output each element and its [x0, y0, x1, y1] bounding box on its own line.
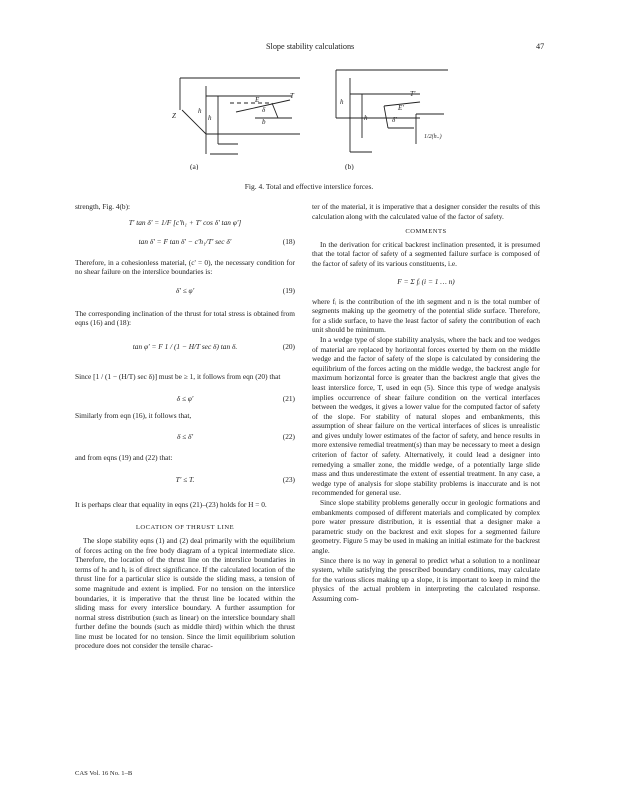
figure-caption: Fig. 4. Total and effective interslice forces. [244, 182, 374, 191]
equation-sum-text: F = Σ fᵢ (i = 1 … n) [397, 276, 455, 286]
label-delta-b: δ' [392, 116, 397, 124]
paragraph: Since slope stability problems generally occur in geologic formations and embankments composed of different materials and complicated by complex pore water pressure distribution, it is essential that a designer make a parametric study on the backrest and exit slopes for a segmented failure geometry. Figure 5 may be used in making an initial estimate for the backrest angle. [312, 498, 540, 555]
paragraph: The slope stability eqns (1) and (2) deal primarily with the equilibrium of forces acting on the free body diagram of a typical intermediate slice. Therefore, the location of the thrust line on the interslice boundaries in terms of hₗ and hᵣ is of direct significance. If the calculated location of the thrust line for a particular slice is outside the sliding mass, a tension of some magnitude and extent is implied. For no tension on the interslice boundaries, it is imperative that the thrust line be located within the sliding mass for every interslice boundary. A further assumption for normal stress distribution (such as linear) on the interslice boundary shall further define the bounds (such as middle third) within which the thrust line must be located for no tension. Since the limit equilibrium solution procedure does not consider the tensile charac- [75, 535, 295, 651]
label-h-a: h [208, 114, 212, 122]
paragraph: where fᵢ is the contribution of the ith segment and n is the total number of segments making up the geometry of the potential slide surface. Therefore, for a slide surface, to have the least factor of safety the contribution of each unit should be minimum. [312, 296, 540, 335]
figure-panel-a [180, 78, 300, 154]
equation-20-number: (20) [282, 341, 295, 351]
label-t-a: T [290, 92, 294, 100]
left-column [75, 202, 295, 651]
paragraph: It is perhaps clear that equality in eqns (21)–(23) holds for H = 0. [75, 499, 267, 509]
equation-22-text: δ ≤ δ' [176, 432, 194, 442]
equation-20-text: tan φ' = F 1 / (1 − H/T sec δ) tan δ. [132, 341, 238, 351]
right-column [312, 202, 540, 604]
equation-18 [75, 237, 295, 252]
page-number: 47 [536, 42, 545, 51]
panel-b-label: (b) [345, 162, 354, 170]
equation-23-number: (23) [282, 474, 295, 484]
equation-a-text: T' tan δ' = 1/F [c'h₁ + T' cos δ' tan φ'] [128, 217, 242, 227]
paragraph: and from eqns (19) and (22) that: [75, 453, 173, 463]
label-hw-b: h [340, 98, 344, 106]
equation-a [75, 218, 295, 233]
section-heading: COMMENTS [405, 228, 447, 236]
equation-19 [75, 286, 295, 301]
equation-21-number: (21) [282, 393, 295, 403]
label-e-b: E' [398, 104, 404, 112]
section-heading: LOCATION OF THRUST LINE [135, 524, 235, 532]
paragraph: Similarly from eqn (16), it follows that, [75, 410, 192, 420]
equation-22-number: (22) [282, 432, 295, 442]
label-delta-a: δ [262, 106, 266, 114]
equation-20 [75, 342, 295, 368]
equation-23-text: T' ≤ T. [175, 474, 195, 484]
paragraph: Since [1 / (1 − (H/T) sec δ)] must be ≥ 1, it follows from eqn (20) that [75, 371, 281, 381]
paragraph: Therefore, in a cohesionless material, (c' = 0), the necessary condition for no shear failure on the interslice boundaries is: [75, 257, 295, 277]
paragraph: The corresponding inclination of the thrust for total stress is obtained from eqns (16) and (18): [75, 308, 295, 328]
equation-sum [312, 277, 540, 297]
paragraph: Since there is no way in general to predict what a solution to a nonlinear system, while satisfying the prescribed boundary conditions, may calculate for the various slices making up a slope, it is important to keep in mind the physics of the actual problem in interpreting the calculated response. Assuming com- [312, 555, 540, 603]
label-z: Z [172, 112, 176, 120]
label-hw-a: h [198, 107, 202, 115]
paragraph: In a wedge type of slope stability analysis, where the back and toe wedges of material are replaced by horizontal forces exerted by them on the middle wedge and the factor of safety of the slope is calculated by considering the equilibrium of the forces acting on the middle wedge, the backrest angle for maximum horizontal force is greater than the backrest angle that gives the least interslice force, T, used in eqn (5). Since this type of wedge analysis implies occurrence of shear failure condition on the vertical interfaces between the wedges, it gives a lower value for the computed factor of safety of the slope. For stability of natural slopes and embankments, this assumption of shear failure on the vertical interfaces of slices is unrealistic and gives unduly lower estimates of the factor of safety, and hence results in more extensive remedial treatment(s) than may be necessary to meet a design criterion of factor of safety. Alternatively, it could lead a designer into remedying a smaller zone, the middle wedge, of a potentially large slide mass and thus underestimate the extent of essential treatment. In any case, a wedge type of analysis for slope stability problems is inaccurate and is not recommended for general use. [312, 334, 540, 498]
paragraph: ter of the material, it is imperative that a designer consider the results of this calculation along with the calculated value of the factor of safety. [312, 202, 540, 221]
equation-18-text: tan δ' = F tan δ' − c'h₁/T' sec δ' [138, 236, 232, 246]
label-b-a: b [262, 118, 266, 126]
intro-text: strength, Fig. 4(b): [75, 202, 131, 211]
running-title: Slope stability calculations [266, 42, 355, 51]
journal-footer: CAS Vol. 16 No. 1–B [75, 770, 133, 777]
equation-19-number: (19) [282, 285, 295, 295]
equation-21 [75, 394, 295, 409]
figure-4 [0, 58, 618, 170]
equation-18-number: (18) [282, 236, 295, 246]
panel-a-label: (a) [190, 162, 199, 170]
equation-19-text: δ' ≤ φ' [175, 285, 195, 295]
equation-21-text: δ ≤ φ' [176, 393, 194, 403]
paragraph: In the derivation for critical backrest inclination presented, it is presumed that the total factor of safety of a segmented failure surface is composed of the factor of safety of its various constituents, i.e. [312, 239, 540, 268]
label-e-a: E [255, 96, 260, 104]
equation-22 [75, 432, 295, 447]
equation-23 [75, 475, 295, 490]
label-h-b: h [364, 114, 368, 122]
label-u-b: 1/2(h..) [424, 134, 442, 140]
label-t-b: T' [410, 90, 416, 98]
